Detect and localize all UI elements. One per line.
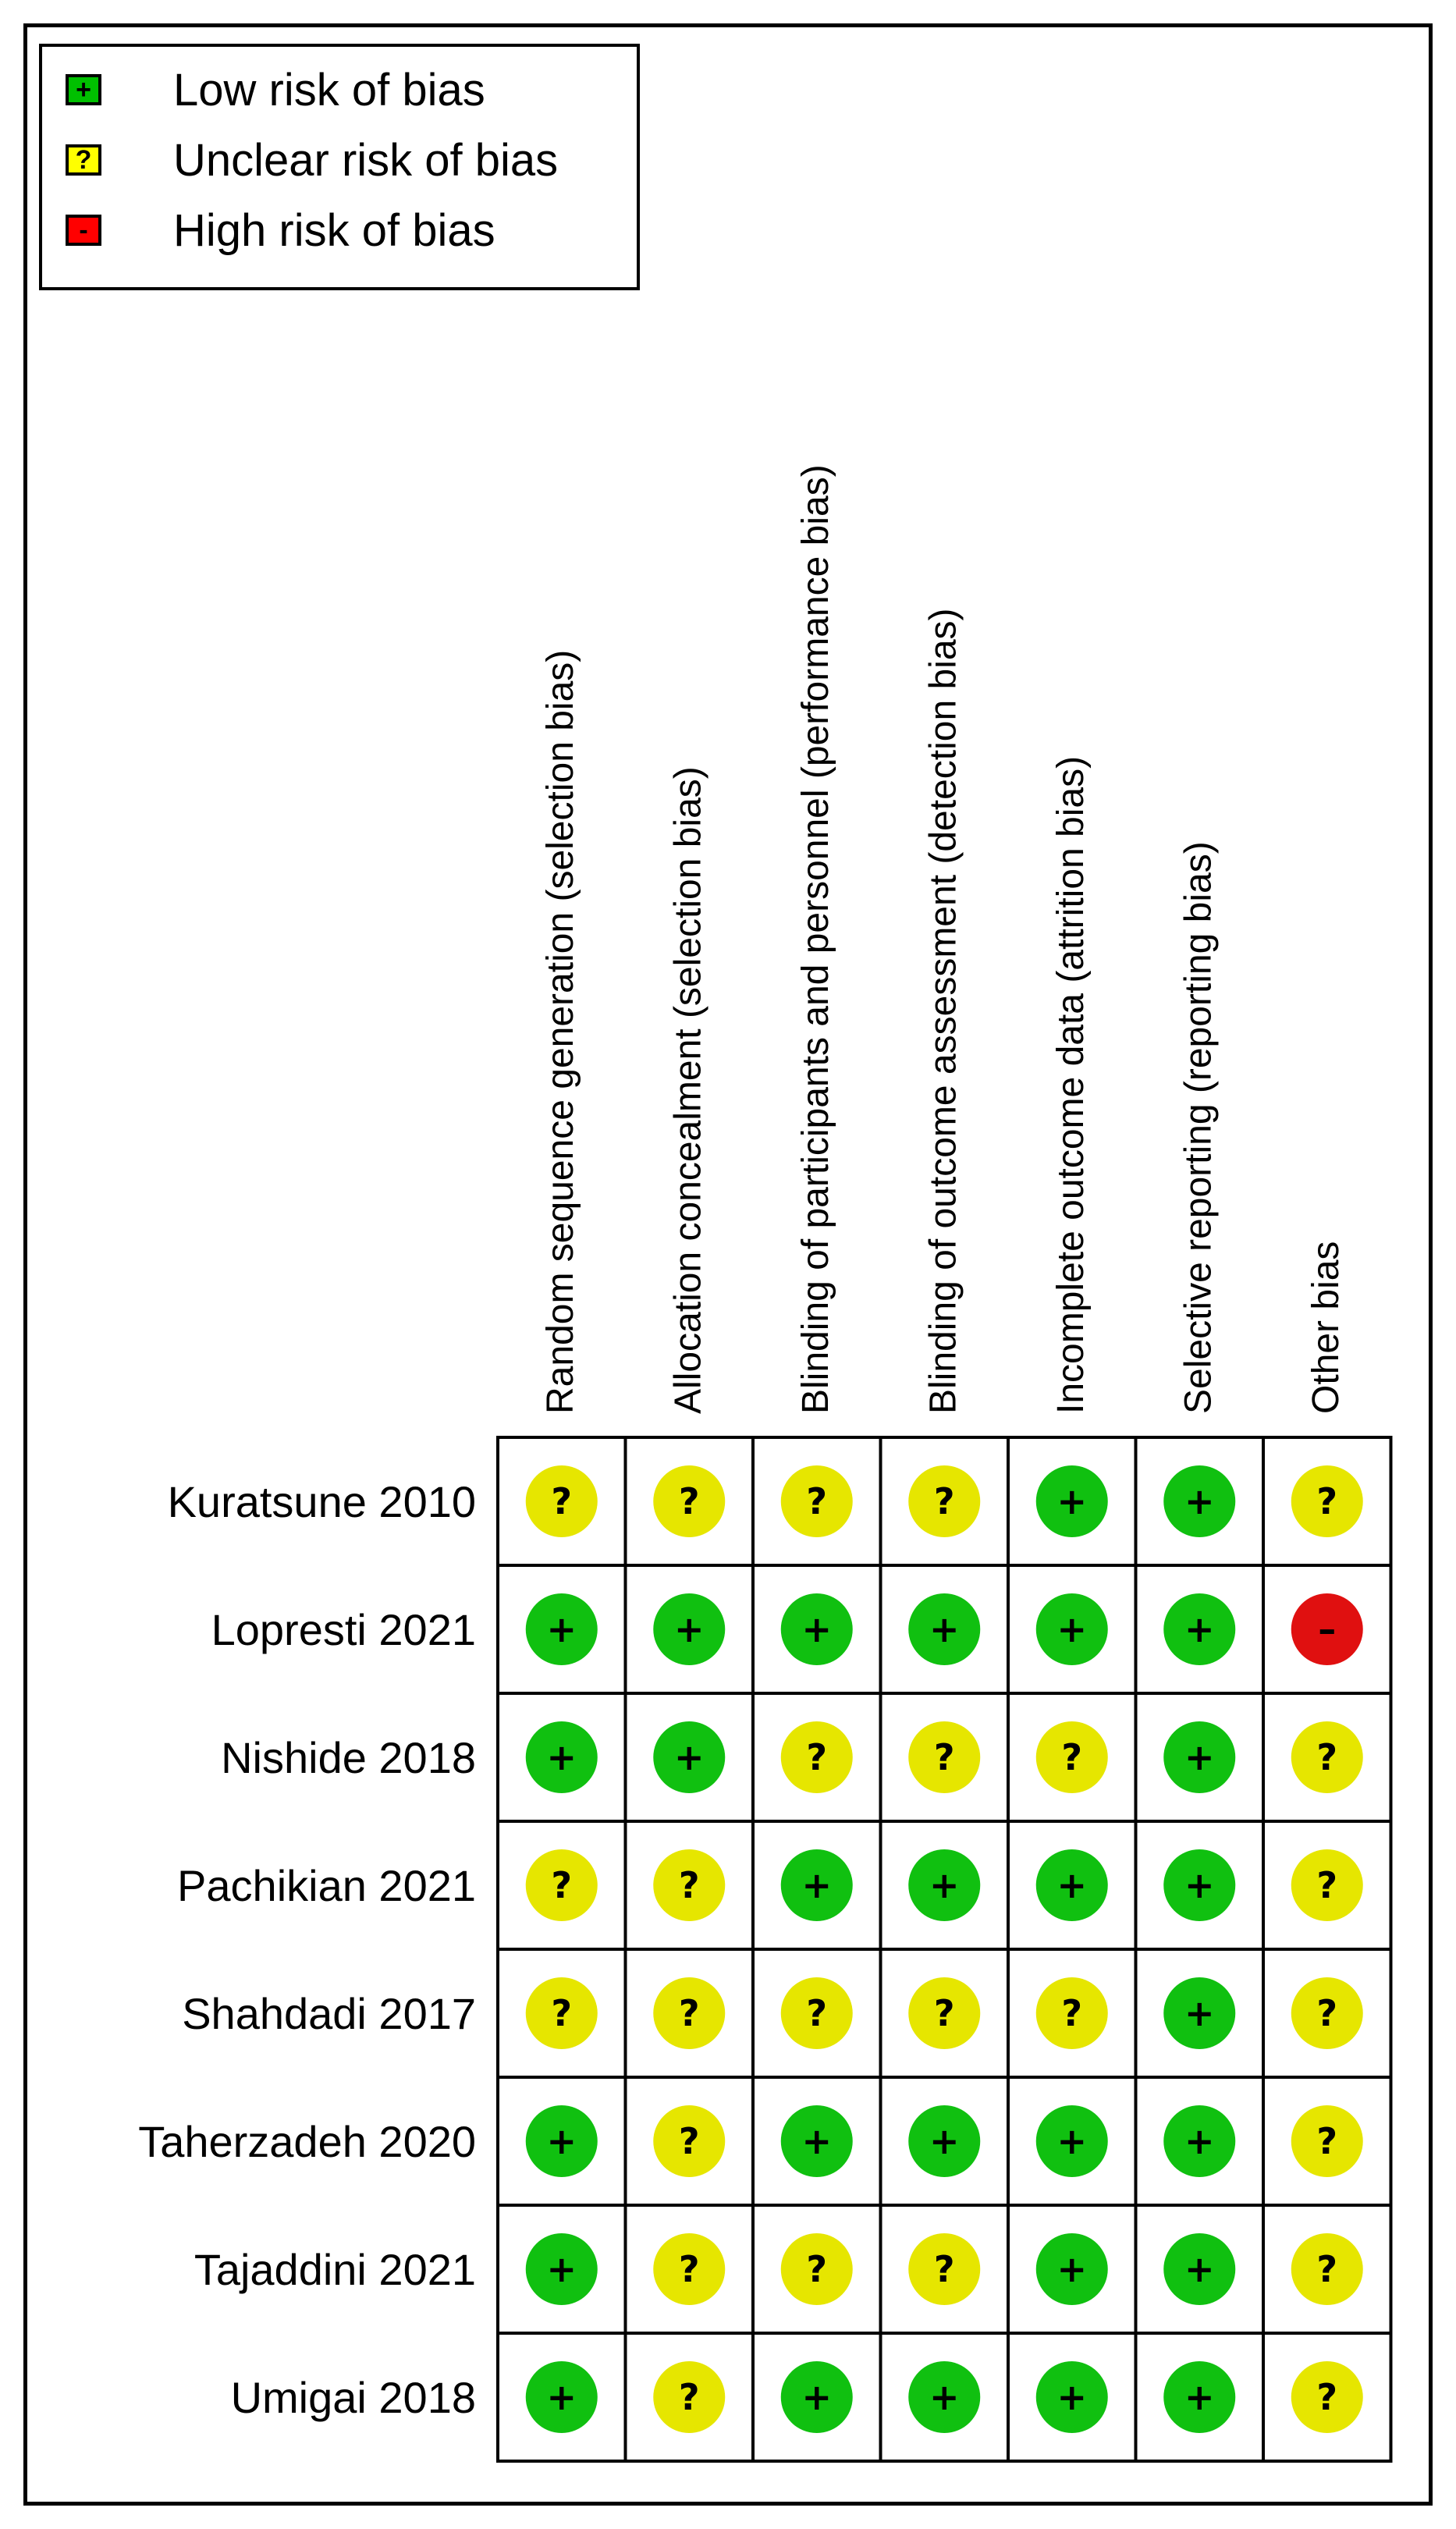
judgement-symbol-low: + <box>546 1736 577 1778</box>
judgement-symbol-low: + <box>1056 1480 1088 1522</box>
judgement-symbol-low: + <box>1056 2248 1088 2290</box>
judgement-symbol-unclear: ? <box>678 2376 700 2418</box>
judgement-symbol-unclear: ? <box>1316 2120 1338 2162</box>
judgement-symbol-unclear: ? <box>806 1992 828 2034</box>
judgement-symbol-low: + <box>929 1864 960 1906</box>
judgement-symbol-low: + <box>929 2376 960 2418</box>
row-label-8: Umigai 2018 <box>230 2373 476 2422</box>
judgement-symbol-low: + <box>929 1608 960 1650</box>
column-label-1: Random sequence generation (selection bias) <box>539 649 581 1414</box>
judgement-symbol-low: + <box>801 2376 833 2418</box>
column-label-2: Allocation concealment (selection bias) <box>667 766 709 1414</box>
judgement-symbol-unclear: ? <box>1316 1480 1338 1522</box>
row-label-7: Tajaddini 2021 <box>194 2245 476 2294</box>
legend-label-low: Low risk of bias <box>173 64 485 115</box>
judgement-symbol-low: + <box>1056 1608 1088 1650</box>
legend-swatch-low: + <box>66 74 101 105</box>
judgement-symbol-unclear: ? <box>678 1992 700 2034</box>
column-label-3: Blinding of participants and personnel (performance bias) <box>794 464 836 1414</box>
judgement-symbol-unclear: ? <box>678 1864 700 1906</box>
judgement-symbol-unclear: ? <box>1316 1864 1338 1906</box>
judgement-symbol-unclear: ? <box>551 1864 573 1906</box>
judgement-symbol-unclear: ? <box>551 1480 573 1522</box>
column-label-5: Incomplete outcome data (attrition bias) <box>1049 755 1092 1414</box>
judgement-symbol-low: + <box>1184 2376 1215 2418</box>
judgement-symbol-low: + <box>673 1608 705 1650</box>
judgement-symbol-low: + <box>1056 1864 1088 1906</box>
judgement-symbol-low: + <box>546 2248 577 2290</box>
judgement-symbol-unclear: ? <box>1061 1736 1083 1778</box>
judgement-symbol-low: + <box>1184 1608 1215 1650</box>
judgement-symbol-low: + <box>929 2120 960 2162</box>
column-label-4: Blinding of outcome assessment (detection bias) <box>922 608 964 1414</box>
judgement-symbol-low: + <box>1184 1992 1215 2034</box>
judgement-symbol-low: + <box>1184 1864 1215 1906</box>
judgement-symbol-unclear: ? <box>1316 1736 1338 1778</box>
judgement-symbol-unclear: ? <box>806 2248 828 2290</box>
judgement-symbol-unclear: ? <box>1061 1992 1083 2034</box>
judgement-symbol-low: + <box>1184 2120 1215 2162</box>
judgement-symbol-low: + <box>801 1864 833 1906</box>
judgement-symbol-unclear: ? <box>806 1736 828 1778</box>
judgement-symbol-low: + <box>546 1608 577 1650</box>
judgement-symbol-low: + <box>546 2376 577 2418</box>
judgement-symbol-unclear: ? <box>1316 1992 1338 2034</box>
judgement-symbol-unclear: ? <box>933 1736 955 1778</box>
row-label-5: Shahdadi 2017 <box>182 1989 476 2038</box>
judgement-symbol-unclear: ? <box>1316 2248 1338 2290</box>
legend-label-unclear: Unclear risk of bias <box>173 134 559 186</box>
row-label-3: Nishide 2018 <box>221 1733 476 1782</box>
column-label-7: Other bias <box>1305 1241 1347 1414</box>
legend-swatch-high: - <box>66 215 101 246</box>
row-label-4: Pachikian 2021 <box>177 1861 476 1910</box>
judgement-symbol-low: + <box>673 1736 705 1778</box>
judgement-symbol-low: + <box>546 2120 577 2162</box>
judgement-symbol-low: + <box>801 2120 833 2162</box>
judgement-symbol-unclear: ? <box>551 1992 573 2034</box>
legend-label-high: High risk of bias <box>173 204 495 256</box>
row-label-6: Taherzadeh 2020 <box>138 2117 476 2166</box>
judgement-symbol-low: + <box>1056 2120 1088 2162</box>
column-label-6: Selective reporting (reporting bias) <box>1177 841 1220 1414</box>
judgement-symbol-unclear: ? <box>678 2248 700 2290</box>
row-label-1: Kuratsune 2010 <box>167 1477 476 1526</box>
judgement-symbol-high: – <box>1318 1608 1337 1650</box>
judgement-symbol-unclear: ? <box>1316 2376 1338 2418</box>
judgement-symbol-unclear: ? <box>933 2248 955 2290</box>
row-label-2: Lopresti 2021 <box>211 1605 476 1654</box>
judgement-symbol-unclear: ? <box>806 1480 828 1522</box>
judgement-symbol-unclear: ? <box>678 2120 700 2162</box>
judgement-symbol-low: + <box>1184 1736 1215 1778</box>
judgement-symbol-low: + <box>1184 2248 1215 2290</box>
judgement-symbol-unclear: ? <box>933 1992 955 2034</box>
judgement-symbol-low: + <box>1056 2376 1088 2418</box>
judgement-symbol-low: + <box>801 1608 833 1650</box>
legend-swatch-unclear: ? <box>66 144 101 176</box>
judgement-symbol-unclear: ? <box>933 1480 955 1522</box>
judgement-symbol-unclear: ? <box>678 1480 700 1522</box>
judgement-symbol-low: + <box>1184 1480 1215 1522</box>
